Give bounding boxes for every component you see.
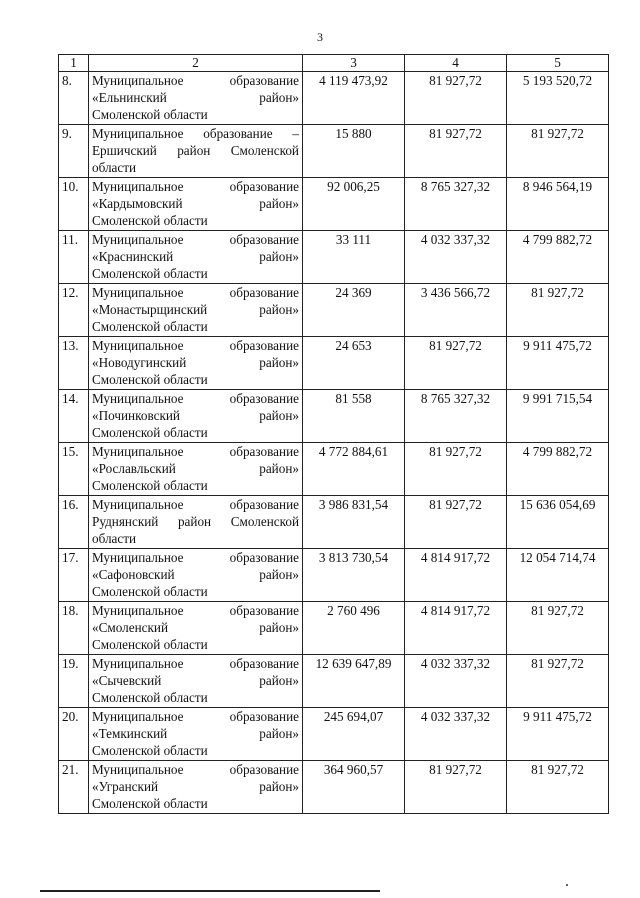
amount-c5: 4 799 882,72	[507, 231, 609, 284]
amount-c3: 81 558	[303, 390, 405, 443]
row-number: 9.	[59, 125, 89, 178]
municipality-name	[89, 284, 303, 337]
municipality-name-line: «Ельнинский район»	[92, 90, 299, 105]
municipality-name-line: Смоленской области	[92, 107, 208, 122]
table-row	[59, 549, 609, 602]
table-row	[59, 708, 609, 761]
row-number: 8.	[59, 72, 89, 125]
municipality-name-line: области	[92, 531, 137, 546]
municipality-name-line: «Сычевский район»	[92, 673, 299, 688]
row-number: 12.	[59, 284, 89, 337]
amount-c3: 3 986 831,54	[303, 496, 405, 549]
municipality-name-line: «Сафоновский район»	[92, 567, 299, 582]
amount-c3: 24 653	[303, 337, 405, 390]
amount-c5: 81 927,72	[507, 602, 609, 655]
municipality-name	[89, 655, 303, 708]
amount-c5: 81 927,72	[507, 761, 609, 814]
page-number: 3	[317, 30, 323, 44]
municipality-name-line: «Смоленский район»	[92, 620, 299, 635]
municipality-name	[89, 496, 303, 549]
municipality-name-line: Муниципальное образование	[92, 497, 299, 512]
municipality-name-line: Муниципальное образование	[92, 603, 299, 618]
amount-c3: 33 111	[303, 231, 405, 284]
municipality-name-line: области	[92, 160, 137, 175]
table-row	[59, 443, 609, 496]
municipality-name	[89, 125, 303, 178]
municipality-name-line: Смоленской области	[92, 584, 208, 599]
amount-c4: 81 927,72	[405, 72, 507, 125]
amount-c3: 4 772 884,61	[303, 443, 405, 496]
amount-c4: 81 927,72	[405, 761, 507, 814]
amount-c4: 4 032 337,32	[405, 655, 507, 708]
amount-c5: 9 911 475,72	[507, 708, 609, 761]
amount-c4: 4 814 917,72	[405, 602, 507, 655]
municipality-name-line: Муниципальное образование	[92, 179, 299, 194]
footer-rule	[40, 890, 380, 892]
amount-c4: 81 927,72	[405, 337, 507, 390]
municipality-name	[89, 231, 303, 284]
row-number: 16.	[59, 496, 89, 549]
column-header-4: 4	[405, 55, 507, 72]
amount-c5: 8 946 564,19	[507, 178, 609, 231]
municipality-name-line: Муниципальное образование	[92, 444, 299, 459]
municipality-name-line: Смоленской области	[92, 213, 208, 228]
table-row	[59, 602, 609, 655]
column-header-1: 1	[59, 55, 89, 72]
row-number: 13.	[59, 337, 89, 390]
table-row	[59, 655, 609, 708]
municipality-name-line: Муниципальное образование	[92, 338, 299, 353]
amount-c5: 81 927,72	[507, 655, 609, 708]
row-number: 17.	[59, 549, 89, 602]
row-number: 20.	[59, 708, 89, 761]
municipality-name-line: Смоленской области	[92, 796, 208, 811]
amount-c3: 2 760 496	[303, 602, 405, 655]
municipality-name-line: Муниципальное образование	[92, 550, 299, 565]
municipality-name	[89, 549, 303, 602]
municipality-name-line: Смоленской области	[92, 425, 208, 440]
municipality-name-line: Смоленской области	[92, 319, 208, 334]
amount-c5: 4 799 882,72	[507, 443, 609, 496]
municipality-name-line: Муниципальное образование	[92, 73, 299, 88]
amount-c5: 9 991 715,54	[507, 390, 609, 443]
municipality-name-line: Муниципальное образование	[92, 656, 299, 671]
amount-c5: 5 193 520,72	[507, 72, 609, 125]
column-header-3: 3	[303, 55, 405, 72]
municipality-name-line: Муниципальное образование –	[92, 126, 299, 141]
municipality-name-line: Руднянский район Смоленской	[92, 514, 299, 529]
table-row	[59, 72, 609, 125]
municipality-name-line: «Рославльский район»	[92, 461, 299, 476]
municipality-name-line: Смоленской области	[92, 372, 208, 387]
municipality-name-line: Муниципальное образование	[92, 762, 299, 777]
table-row	[59, 337, 609, 390]
municipality-name-line: Смоленской области	[92, 478, 208, 493]
row-number: 18.	[59, 602, 89, 655]
municipality-name	[89, 761, 303, 814]
municipality-name-line: «Угранский район»	[92, 779, 299, 794]
amount-c4: 4 814 917,72	[405, 549, 507, 602]
row-number: 10.	[59, 178, 89, 231]
municipality-name-line: «Новодугинский район»	[92, 355, 299, 370]
table-row	[59, 125, 609, 178]
amount-c5: 81 927,72	[507, 284, 609, 337]
amount-c4: 81 927,72	[405, 496, 507, 549]
municipality-name	[89, 602, 303, 655]
amount-c3: 24 369	[303, 284, 405, 337]
amount-c5: 9 911 475,72	[507, 337, 609, 390]
row-number: 14.	[59, 390, 89, 443]
amount-c4: 81 927,72	[405, 125, 507, 178]
municipality-name-line: Ершичский район Смоленской	[92, 143, 299, 158]
amount-c3: 245 694,07	[303, 708, 405, 761]
table-row	[59, 231, 609, 284]
municipality-name-line: Смоленской области	[92, 690, 208, 705]
municipality-name-line: Муниципальное образование	[92, 391, 299, 406]
amount-c4: 4 032 337,32	[405, 708, 507, 761]
municipality-name	[89, 72, 303, 125]
row-number: 11.	[59, 231, 89, 284]
amount-c5: 81 927,72	[507, 125, 609, 178]
amount-c3: 92 006,25	[303, 178, 405, 231]
municipality-name-line: Муниципальное образование	[92, 232, 299, 247]
municipality-name-line: Муниципальное образование	[92, 709, 299, 724]
amount-c4: 8 765 327,32	[405, 390, 507, 443]
scan-speck	[566, 884, 568, 886]
header-row	[59, 55, 609, 72]
municipality-name-line: Смоленской области	[92, 637, 208, 652]
municipality-name	[89, 708, 303, 761]
amount-c4: 3 436 566,72	[405, 284, 507, 337]
amount-c3: 12 639 647,89	[303, 655, 405, 708]
municipality-name-line: Смоленской области	[92, 743, 208, 758]
column-header-5: 5	[507, 55, 609, 72]
column-header-2: 2	[89, 55, 303, 72]
row-number: 19.	[59, 655, 89, 708]
municipality-name-line: «Темкинский район»	[92, 726, 299, 741]
amount-c5: 12 054 714,74	[507, 549, 609, 602]
municipality-name	[89, 443, 303, 496]
municipality-name	[89, 390, 303, 443]
table-row	[59, 284, 609, 337]
amount-c3: 15 880	[303, 125, 405, 178]
amount-c3: 3 813 730,54	[303, 549, 405, 602]
amount-c3: 4 119 473,92	[303, 72, 405, 125]
municipality-name-line: Смоленской области	[92, 266, 208, 281]
amount-c4: 8 765 327,32	[405, 178, 507, 231]
allocation-table	[58, 54, 609, 814]
amount-c4: 4 032 337,32	[405, 231, 507, 284]
municipality-name-line: Муниципальное образование	[92, 285, 299, 300]
municipality-name	[89, 178, 303, 231]
municipality-name-line: «Краснинский район»	[92, 249, 299, 264]
row-number: 21.	[59, 761, 89, 814]
table-row	[59, 761, 609, 814]
municipality-name	[89, 337, 303, 390]
municipality-name-line: «Починковский район»	[92, 408, 299, 423]
row-number: 15.	[59, 443, 89, 496]
amount-c5: 15 636 054,69	[507, 496, 609, 549]
municipality-name-line: «Кардымовский район»	[92, 196, 299, 211]
table-row	[59, 496, 609, 549]
amount-c3: 364 960,57	[303, 761, 405, 814]
table-row	[59, 390, 609, 443]
amount-c4: 81 927,72	[405, 443, 507, 496]
municipality-name-line: «Монастырщинский район»	[92, 302, 299, 317]
table-row	[59, 178, 609, 231]
